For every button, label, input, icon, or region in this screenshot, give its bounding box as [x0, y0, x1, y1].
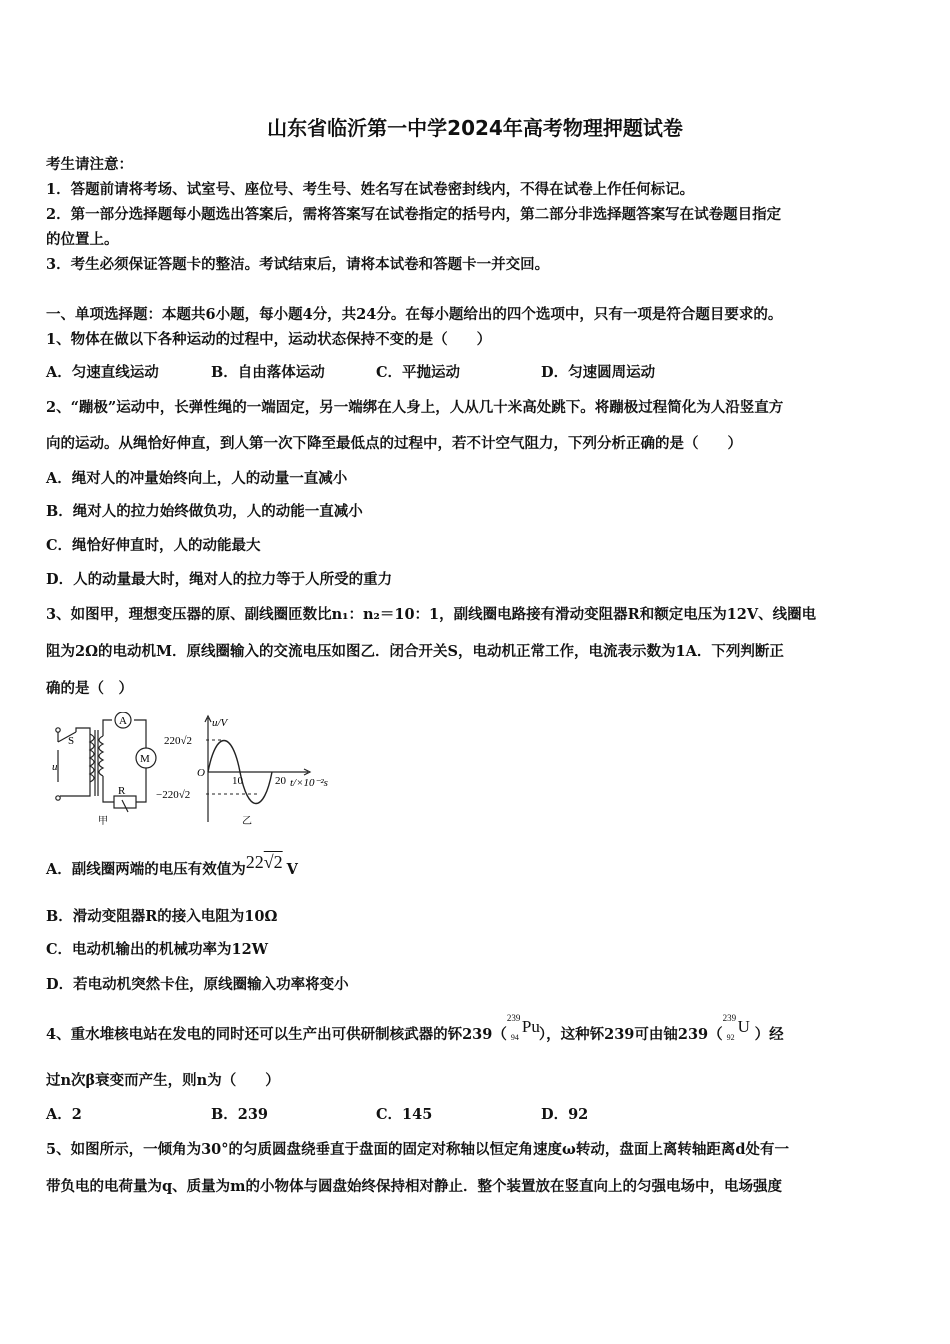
q3-option-a — [46, 852, 298, 879]
slider-arrow — [122, 800, 128, 812]
pu-mass: 239 — [506, 1013, 521, 1023]
q3-figure-svg — [46, 712, 346, 828]
q2-option-d: D．人的动量最大时，绳对人的拉力等于人所受的重力 — [46, 571, 393, 588]
pu-symbol: Pu — [521, 1017, 540, 1036]
q3-figure — [46, 712, 346, 832]
q4-stem-line1 — [46, 1013, 784, 1045]
q4-option-d: D．92 — [541, 1106, 589, 1123]
motor-symbol — [136, 748, 156, 768]
ammeter-label: A — [119, 715, 127, 727]
q3-option-a-text: A．副线圈两端的电压有效值为 — [46, 861, 246, 878]
q4-stem-a: 4、重水堆核电站在发电的同时还可以生产出可供研制核武器的钚239（ — [46, 1026, 507, 1043]
q1-option-b: B．自由落体运动 — [211, 364, 325, 381]
q4-option-a: A．2 — [46, 1106, 82, 1123]
q3-option-a-unit: V — [286, 861, 298, 878]
ammeter-symbol — [115, 712, 131, 728]
circuit-caption: 甲 — [98, 816, 108, 827]
u-nuclide — [722, 1013, 755, 1045]
q5-stem-line2: 带负电的电荷量为q、质量为m的小物体与圆盘始终保持相对静止．整个装置放在竖直向上的匀强电场中，电场强度 — [46, 1178, 782, 1195]
q3-option-a-value: 22 — [245, 852, 264, 872]
q5-stem-line1: 5、如图所示，一倾角为30°的匀质圆盘绕垂直于盘面的固定对称轴以恒定角速度ω转动，盘面上离转轴距离d处有一 — [46, 1141, 789, 1158]
q4-stem-line2: 过n次β衰变而产生，则n为（ ） — [46, 1072, 280, 1089]
q2-option-c: C．绳恰好伸直时，人的动能最大 — [46, 537, 261, 554]
tick-10-label: 10 — [232, 775, 243, 787]
q1-stem: 1、物体在做以下各种运动的过程中，运动状态保持不变的是（ ） — [46, 331, 492, 348]
q1-option-d: D．匀速圆周运动 — [541, 364, 656, 381]
voltage-graph — [156, 716, 328, 827]
q3-stem-line1: 3、如图甲，理想变压器的原、副线圈匝数比n₁：n₂＝10：1，副线圈电路接有滑动变阻器R和额定电压为12V、线圈电 — [46, 606, 817, 623]
q1-options — [46, 361, 655, 382]
q4-option-c: C．145 — [376, 1106, 433, 1123]
q1-option-c: C．平抛运动 — [376, 364, 461, 381]
tick-20-label: 20 — [275, 775, 286, 787]
page-title: 山东省临沂第一中学2024年高考物理押题试卷 — [267, 116, 683, 140]
notice-heading: 考生请注意： — [46, 156, 133, 173]
origin-label: O — [197, 767, 205, 779]
q4-options — [46, 1103, 588, 1124]
pu-nuclide — [506, 1013, 540, 1045]
u-mass: 239 — [722, 1013, 737, 1023]
u-axis-label: u/V — [212, 717, 228, 729]
q3-option-b: B．滑动变阻器R的接入电阻为10Ω — [46, 908, 278, 925]
section-heading: 一、单项选择题：本题共6小题，每小题4分，共24分。在每小题给出的四个选项中，只有一项是符合题目要求的。 — [46, 306, 783, 323]
notice-item-2-cont: 的位置上。 — [46, 231, 119, 248]
graph-caption: 乙 — [242, 816, 252, 827]
q2-option-a: A．绳对人的冲量始终向上，人的动量一直减小 — [46, 470, 348, 487]
pu-atomic: 94 — [510, 1033, 519, 1042]
transformer-circuit — [56, 720, 146, 812]
q2-stem-line2: 向的运动。从绳恰好伸直，到人第一次下降至最低点的过程中，若不计空气阻力，下列分析正确的是（ ） — [46, 435, 742, 452]
q3-option-d: D．若电动机突然卡住，原线圈输入功率将变小 — [46, 976, 349, 993]
q2-stem-line1: 2、“蹦极”运动中，长弹性绳的一端固定，另一端绑在人身上，人从几十米高处跳下。将蹦极过程简化为人沿竖直方 — [46, 399, 784, 416]
notice-item-1: 1．答题前请将考场、试室号、座位号、考生号、姓名写在试卷密封线内，不得在试卷上作任何标记。 — [46, 181, 695, 198]
q2-option-b: B．绳对人的拉力始终做负功，人的动能一直减小 — [46, 503, 363, 520]
resistor-label: R — [118, 785, 126, 797]
q4-stem-b: ），这种钚239可由铀239（ — [538, 1026, 723, 1043]
peak-neg-label: −220√2 — [156, 789, 191, 801]
q3-option-a-root: √2 — [263, 852, 283, 872]
q3-option-c: C．电动机输出的机械功率为12W — [46, 941, 269, 958]
switch-label: S — [68, 735, 75, 747]
peak-pos-label: 220√2 — [164, 735, 193, 747]
q4-stem-c: ）经 — [754, 1026, 784, 1043]
t-axis-label: t/×10⁻²s — [290, 777, 328, 789]
q3-stem-line3: 确的是（ ） — [46, 680, 133, 697]
notice-item-2: 2．第一部分选择题每小题选出答案后，需将答案写在试卷指定的括号内，第二部分非选择题答案写在试卷题目指定 — [46, 206, 782, 223]
input-label: u — [52, 761, 58, 773]
q3-stem-line2: 阻为2Ω的电动机M．原线圈输入的交流电压如图乙．闭合开关S，电动机正常工作，电流表示数为1A．下列判断正 — [46, 643, 784, 660]
u-symbol: U — [737, 1017, 750, 1036]
notice-item-3: 3．考生必须保证答题卡的整洁。考试结束后，请将本试卷和答题卡一并交回。 — [46, 256, 550, 273]
q1-option-a: A．匀速直线运动 — [46, 364, 159, 381]
motor-label: M — [140, 753, 150, 765]
u-atomic: 92 — [726, 1033, 735, 1042]
q4-option-b: B．239 — [211, 1106, 269, 1123]
